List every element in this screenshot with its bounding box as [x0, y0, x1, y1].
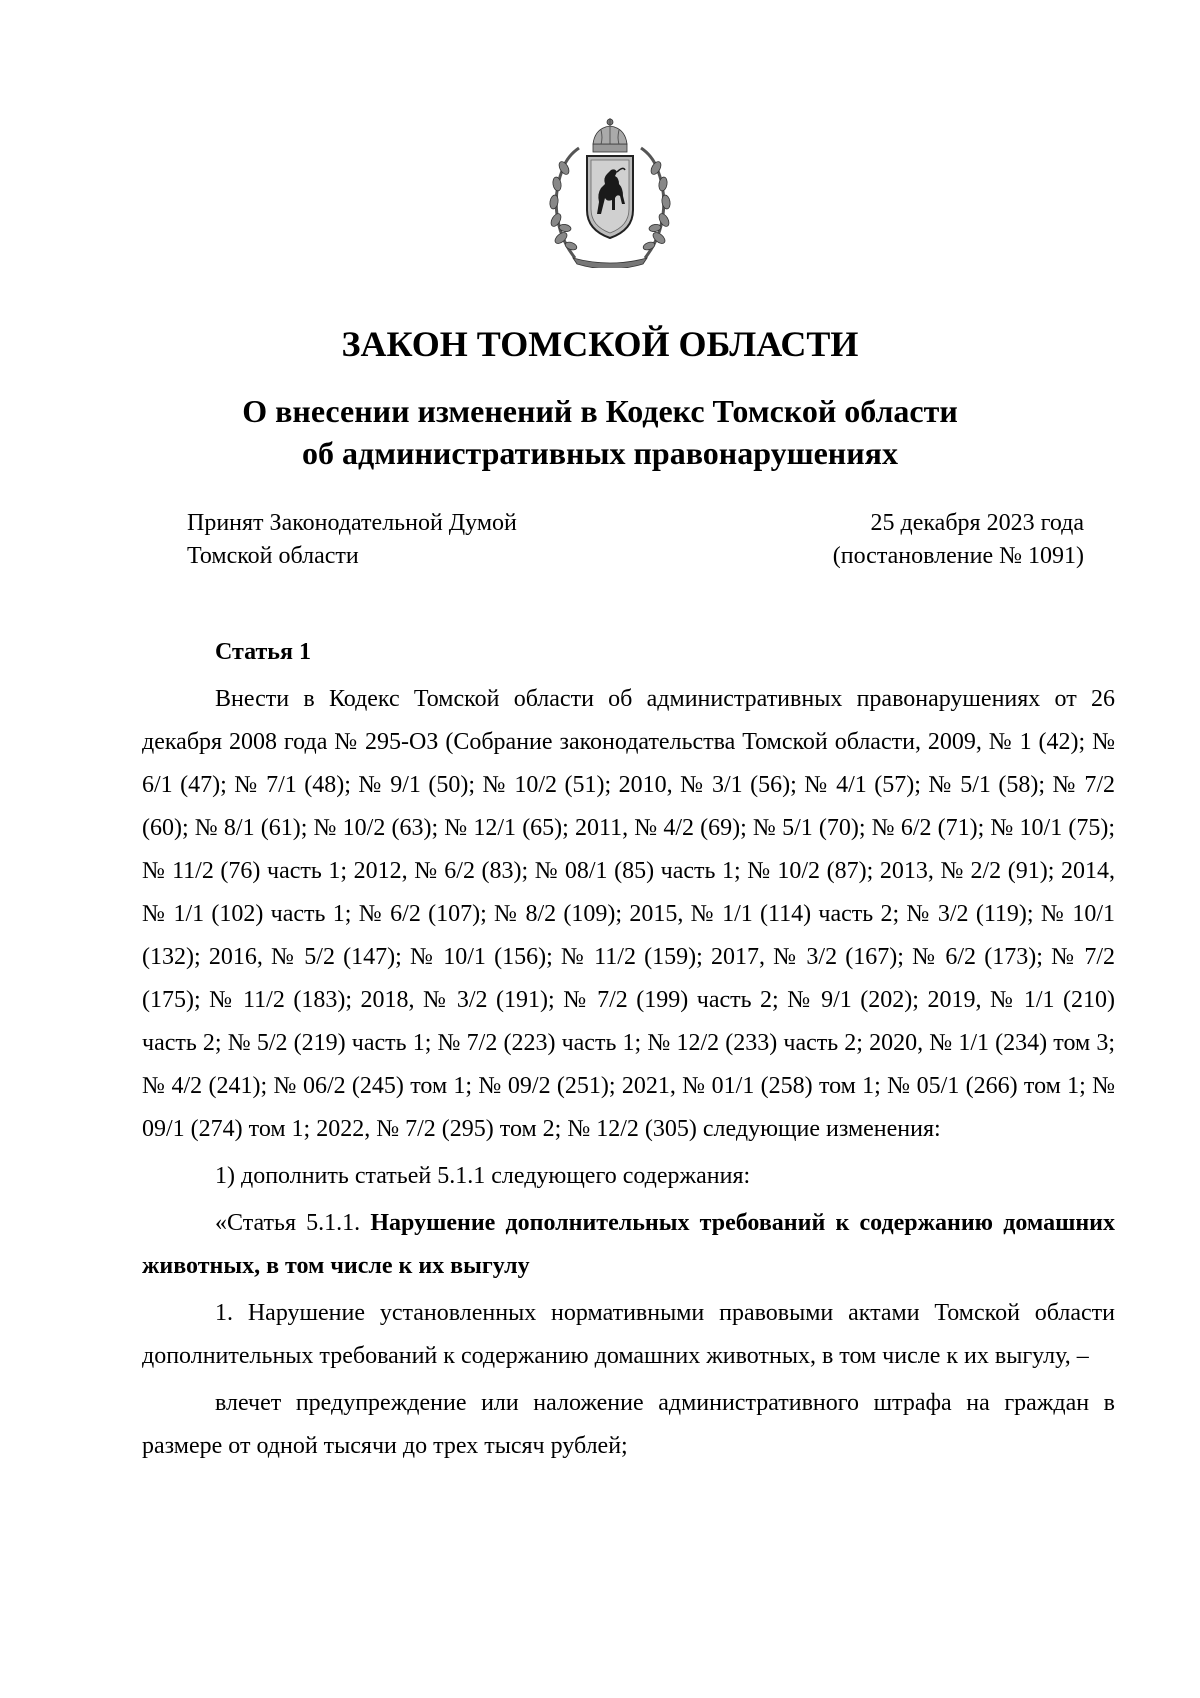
article-heading: Статья 1	[215, 639, 311, 665]
document-body	[142, 678, 1115, 1468]
law-title: ЗАКОН ТОМСКОЙ ОБЛАСТИ	[341, 324, 859, 364]
coat-of-arms-icon	[545, 118, 675, 268]
new-article-title: Нарушение дополнительных требований к содержанию домашних животных, в том числе к их выгулу	[142, 1210, 1115, 1279]
adoption-date: 25 декабря 2023 года	[870, 510, 1084, 536]
clause-1-paragraph: 1. Нарушение установленных нормативными правовыми актами Томской области дополнительных требований к содержанию домашних животных, в том числе к их выгулу, –	[142, 1300, 1115, 1369]
law-subtitle-line-2: об административных правонарушениях	[302, 435, 898, 471]
law-subtitle	[0, 390, 1200, 474]
adopted-by-line-1: Принят Законодательной Думой	[187, 510, 517, 536]
new-article-prefix: «Статья 5.1.1.	[215, 1210, 361, 1236]
adopted-by-block	[187, 507, 517, 573]
intro-paragraph: Внести в Кодекс Томской области об административных правонарушениях от 26 декабря 2008 года № 295-ОЗ (Собрание законодательства Томской области, 2009, № 1 (42); № 6/1 (47); № 7/1 (48); № 9/1 (50); № 10/2 (51); 2010, № 3/1 (56); № 4/1 (57); № 5/1 (58); № 7/2 (60); № 8/1 (61); № 10/2 (63); № 12/1 (65); 2011, № 4/2 (69); № 5/1 (70); № 6/2 (71); № 10/1 (75); № 11/2 (76) часть 1; 2012, № 6/2 (83); № 08/1 (85) часть 1; № 10/2 (87); 2013, № 2/2 (91); 2014, № 1/1 (102) часть 1; № 6/2 (107); № 8/2 (109); 2015, № 1/1 (114) часть 2; № 3/2 (119); № 10/1 (132); 2016, № 5/2 (147); № 10/1 (156); № 11/2 (159); 2017, № 3/2 (167); № 6/2 (173); № 7/2 (175); № 11/2 (183); 2018, № 3/2 (191); № 7/2 (199) часть 2; № 9/1 (202); 2019, № 1/1 (210) часть 2; № 5/2 (219) часть 1; № 7/2 (223) часть 1; № 12/2 (233) часть 2; 2020, № 1/1 (234) том 3; № 4/2 (241); № 06/2 (245) том 1; № 09/2 (251); 2021, № 01/1 (258) том 1; № 05/1 (266) том 1; № 09/1 (274) том 1; 2022, № 7/2 (295) том 2; № 12/2 (305) следующие изменения:	[142, 686, 1115, 1142]
item-1-paragraph: 1) дополнить статьей 5.1.1 следующего содержания:	[215, 1163, 751, 1189]
resolution-number: (постановление № 1091)	[832, 543, 1084, 569]
penalty-paragraph: влечет предупреждение или наложение административного штрафа на граждан в размере от одной тысячи до трех тысяч рублей;	[142, 1390, 1115, 1459]
adopted-by-line-2: Томской области	[187, 543, 359, 569]
law-subtitle-line-1: О внесении изменений в Кодекс Томской области	[242, 393, 958, 429]
new-article-heading	[142, 1202, 1115, 1288]
adoption-date-block	[833, 507, 1084, 573]
